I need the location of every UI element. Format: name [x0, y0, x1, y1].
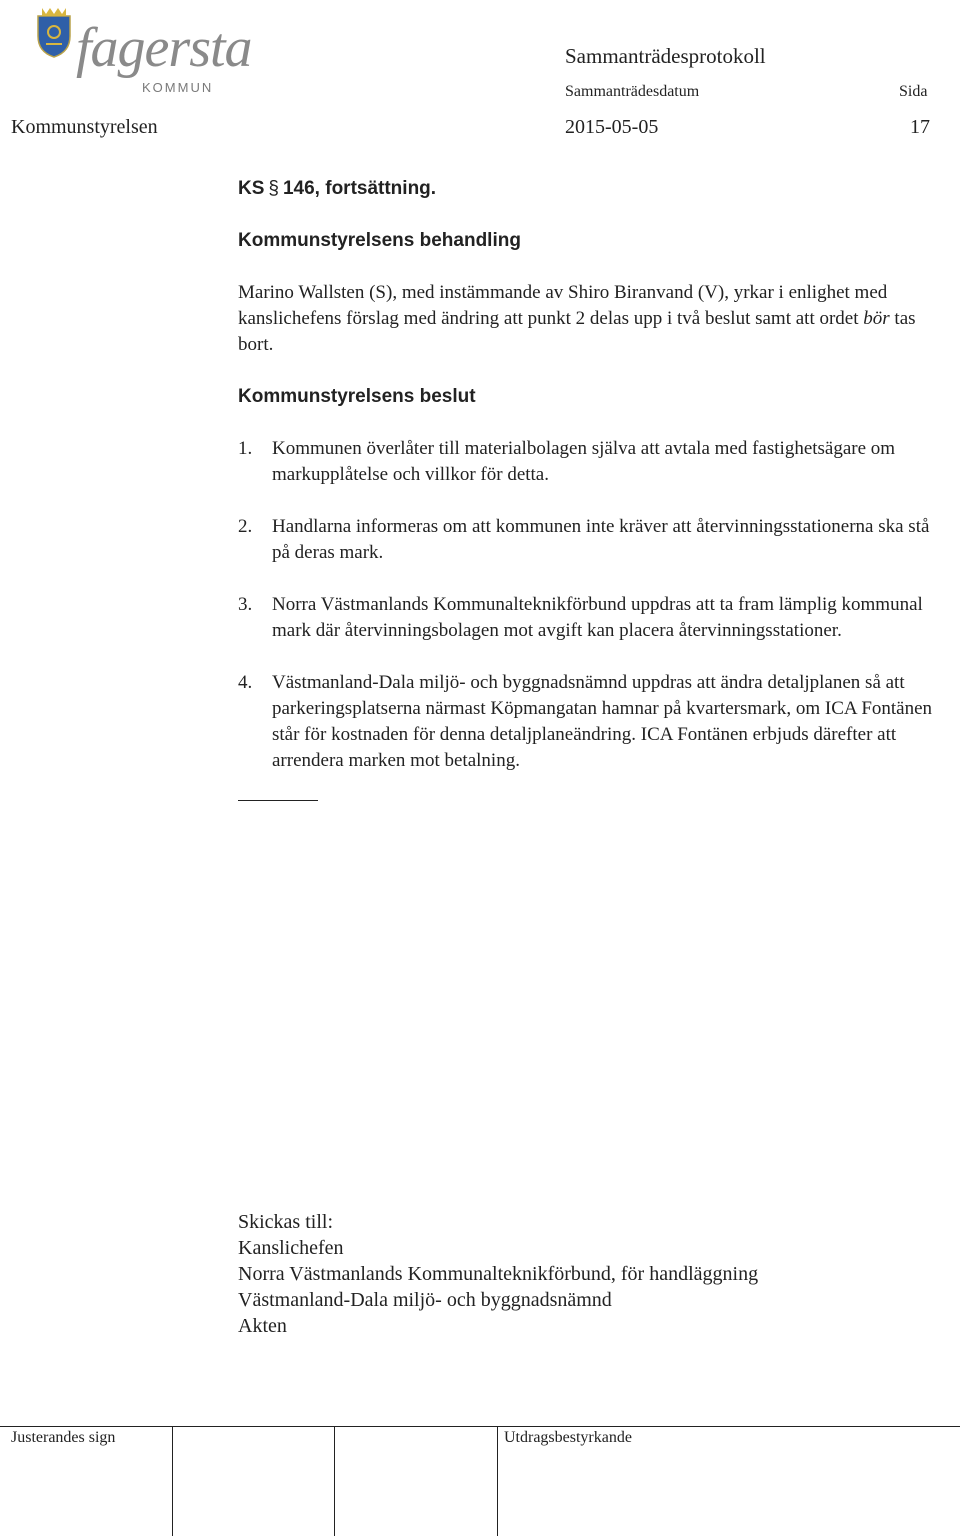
- recipient-item: Akten: [238, 1315, 287, 1337]
- decision-number: 4.: [238, 672, 253, 693]
- behandling-italic-word: bör: [863, 308, 890, 329]
- decision-number: 3.: [238, 594, 253, 615]
- logo-subtext: KOMMUN: [142, 80, 214, 95]
- section-reference: [238, 176, 938, 202]
- decision-number: 2.: [238, 516, 253, 537]
- coat-of-arms-icon: [34, 6, 74, 58]
- distribution-heading: Skickas till:: [238, 1211, 333, 1233]
- municipality-logo: [14, 6, 252, 95]
- logo-wordmark: fagersta: [76, 17, 252, 79]
- page-number: 17: [910, 116, 930, 138]
- organization-name: Kommunstyrelsen: [11, 116, 158, 138]
- recipient-item: Västmanland-Dala miljö- och byggnadsnämnd: [238, 1289, 612, 1311]
- signature-cell-divider: [334, 1426, 335, 1536]
- page-label: Sida: [899, 83, 928, 100]
- meeting-date: 2015-05-05: [565, 116, 659, 138]
- footer-top-line: [0, 1426, 960, 1427]
- decision-text: Västmanland-Dala miljö- och byggnadsnämnd uppdras att ändra detaljplanen så att parkeringsplatserna närmast Köpmangatan hamnar på kvartersmark, om ICA Fontänen står för kostnaden för denna detaljplaneändring. ICA Fontänen erbjuds därefter att arrendera marken mot betalning.: [272, 672, 933, 771]
- behandling-heading: Kommunstyrelsens behandling: [238, 230, 521, 251]
- decision-item: [238, 436, 938, 488]
- behandling-paragraph: [238, 280, 938, 358]
- decision-item: [238, 670, 938, 774]
- decision-item: [238, 514, 938, 566]
- recipient-item: Kanslichefen: [238, 1237, 344, 1259]
- adjuster-sign-label: Justerandes sign: [11, 1429, 116, 1446]
- decision-text: Handlarna informeras om att kommunen inte kräver att återvinningsstationerna ska stå på deras mark.: [272, 516, 930, 563]
- recipient-item: Norra Västmanlands Kommunalteknikförbund, för handläggning: [238, 1263, 759, 1285]
- ks-number: 146, fortsättning.: [282, 178, 437, 199]
- decision-item: [238, 592, 938, 644]
- decision-text: Norra Västmanlands Kommunalteknikförbund uppdras att ta fram lämplig kommunal mark där återvinningsbolagen mot avgift kan placera återvinningsstationer.: [272, 594, 923, 641]
- behandling-text-start: Marino Wallsten (S), med instämmande av Shiro Biranvand (V), yrkar i enlighet med kanslichefens förslag med ändring att punkt 2 delas upp i två beslut samt att ordet: [238, 282, 888, 329]
- protocol-body: [238, 176, 938, 801]
- distribution-list: [238, 1209, 758, 1339]
- decision-number: 1.: [238, 438, 253, 459]
- extract-certification-label: Utdragsbestyrkande: [504, 1429, 632, 1446]
- behandling-text-end: tas bort.: [238, 308, 916, 355]
- beslut-heading: Kommunstyrelsens beslut: [238, 386, 476, 407]
- document-title: Sammanträdesprotokoll: [565, 44, 766, 68]
- signature-table: [0, 1426, 960, 1536]
- end-divider: [238, 800, 318, 801]
- signature-cell-divider: [172, 1426, 173, 1536]
- signature-cell-divider: [497, 1426, 498, 1536]
- ks-prefix: KS: [238, 178, 265, 199]
- section-sign: §: [268, 178, 279, 199]
- meeting-date-label: Sammanträdesdatum: [565, 83, 700, 100]
- decision-text: Kommunen överlåter till materialbolagen själva att avtala med fastighetsägare om markupplåtelse och villkor för detta.: [272, 438, 896, 485]
